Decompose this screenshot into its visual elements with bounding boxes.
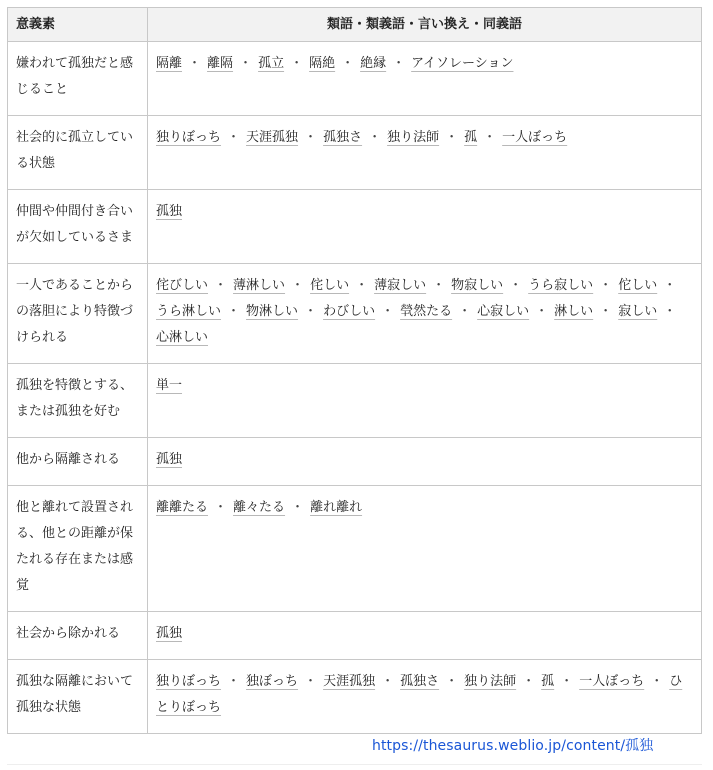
table-row [8,42,702,116]
synonym-link[interactable]: 物淋しい [246,304,299,319]
synonym-link[interactable]: 孤独さ [400,674,440,689]
synonym-link[interactable]: 一人ぼっち [579,674,645,689]
separator: ・ [291,500,305,515]
source-link[interactable]: https://thesaurus.weblio.jp/content/孤独 [372,738,654,754]
synonym-link[interactable]: 侘しい [310,278,350,293]
synonym-link[interactable]: 孤独 [156,204,183,219]
synonyms-cell [148,190,702,264]
separator: ・ [214,500,228,515]
table-row [8,190,702,264]
synonyms-cell [148,42,702,116]
meaning-cell: 社会的に孤立している状態 [8,116,148,190]
synonyms-cell [148,660,702,734]
synonym-link[interactable]: アイソレーション [411,56,514,71]
separator: ・ [522,674,536,689]
synonyms-cell [148,612,702,660]
table-row [8,660,702,734]
synonym-link[interactable]: 孤立 [258,56,285,71]
synonym-link[interactable]: 薄寂しい [374,278,427,293]
separator: ・ [392,56,406,71]
table-header-row [8,8,702,42]
separator: ・ [445,674,459,689]
separator: ・ [509,278,523,293]
synonym-link[interactable]: 独ぼっち [246,674,299,689]
separator: ・ [650,674,664,689]
synonym-link[interactable]: 薄淋しい [233,278,286,293]
synonym-link[interactable]: 淋しい [554,304,594,319]
separator: ・ [239,56,253,71]
synonyms-cell [148,116,702,190]
synonym-link[interactable]: 孤独さ [323,130,363,145]
separator: ・ [535,304,549,319]
separator: ・ [368,130,382,145]
synonym-link[interactable]: 心寂しい [477,304,530,319]
separator: ・ [214,278,228,293]
separator: ・ [381,304,395,319]
synonym-link[interactable]: 離れ離れ [310,500,363,515]
separator: ・ [381,674,395,689]
synonym-link[interactable]: 離々たる [233,500,286,515]
separator: ・ [290,56,304,71]
synonym-link[interactable]: 隔離 [156,56,183,71]
separator: ・ [599,278,613,293]
synonym-link[interactable]: 天涯孤独 [246,130,299,145]
synonym-link[interactable]: 離離たる [156,500,209,515]
meaning-cell: 仲間や仲間付き合いが欠如しているさま [8,190,148,264]
meaning-cell: 嫌われて孤独だと感じること [8,42,148,116]
synonym-link[interactable]: 孤独 [156,626,183,641]
synonym-link[interactable]: 心淋しい [156,330,209,345]
meaning-cell: 他から隔離される [8,438,148,486]
separator: ・ [227,304,241,319]
separator: ・ [458,304,472,319]
meaning-cell: 孤独を特徴とする、または孤独を好む [8,364,148,438]
table-row [8,486,702,612]
table-row [8,612,702,660]
table-row [8,438,702,486]
synonym-link[interactable]: うら寂しい [528,278,594,293]
synonym-link[interactable]: 天涯孤独 [323,674,376,689]
synonyms-cell [148,486,702,612]
synonym-link[interactable]: 単一 [156,378,183,393]
separator: ・ [291,278,305,293]
separator: ・ [663,304,677,319]
synonym-link[interactable]: 孤 [541,674,555,689]
separator: ・ [599,304,613,319]
separator: ・ [432,278,446,293]
synonym-link[interactable]: ひとりぼっち [156,674,683,715]
header-synonyms: 類語・類義語・言い換え・同義語 [148,8,702,42]
synonym-link[interactable]: 絶縁 [360,56,387,71]
separator: ・ [341,56,355,71]
synonym-link[interactable]: わびしい [323,304,376,319]
meaning-cell: 社会から除かれる [8,612,148,660]
separator: ・ [355,278,369,293]
separator: ・ [227,130,241,145]
table-body [8,42,702,734]
synonym-link[interactable]: 寂しい [618,304,658,319]
synonyms-cell [148,264,702,364]
separator: ・ [560,674,574,689]
divider [7,764,702,765]
thesaurus-table [7,7,702,734]
meaning-cell: 一人であることからの落胆により特徴づけられる [8,264,148,364]
separator: ・ [304,304,318,319]
synonym-link[interactable]: 独りぼっち [156,130,222,145]
synonym-link[interactable]: 独り法師 [464,674,517,689]
meaning-cell: 他と離れて設置される、他との距離が保たれる存在または感覚 [8,486,148,612]
separator: ・ [304,130,318,145]
synonym-link[interactable]: 物寂しい [451,278,504,293]
synonyms-cell [148,438,702,486]
table-row [8,116,702,190]
table-row [8,264,702,364]
table-row [8,364,702,438]
synonym-link[interactable]: 孤 [464,130,478,145]
synonym-link[interactable]: 佗しい [618,278,658,293]
synonym-link[interactable]: うら淋しい [156,304,222,319]
synonyms-cell [148,364,702,438]
header-meaning: 意義素 [8,8,148,42]
synonym-link[interactable]: 離隔 [207,56,234,71]
synonym-link[interactable]: 煢然たる [400,304,453,319]
separator: ・ [445,130,459,145]
synonym-link[interactable]: 一人ぼっち [502,130,568,145]
separator: ・ [188,56,202,71]
separator: ・ [483,130,497,145]
separator: ・ [304,674,318,689]
meaning-cell: 孤独な隔離において孤独な状態 [8,660,148,734]
synonym-link[interactable]: 隔絶 [309,56,336,71]
synonym-link[interactable]: 独り法師 [387,130,440,145]
separator: ・ [227,674,241,689]
synonym-link[interactable]: 孤独 [156,452,183,467]
separator: ・ [663,278,677,293]
synonym-link[interactable]: 侘びしい [156,278,209,293]
synonym-link[interactable]: 独りぼっち [156,674,222,689]
